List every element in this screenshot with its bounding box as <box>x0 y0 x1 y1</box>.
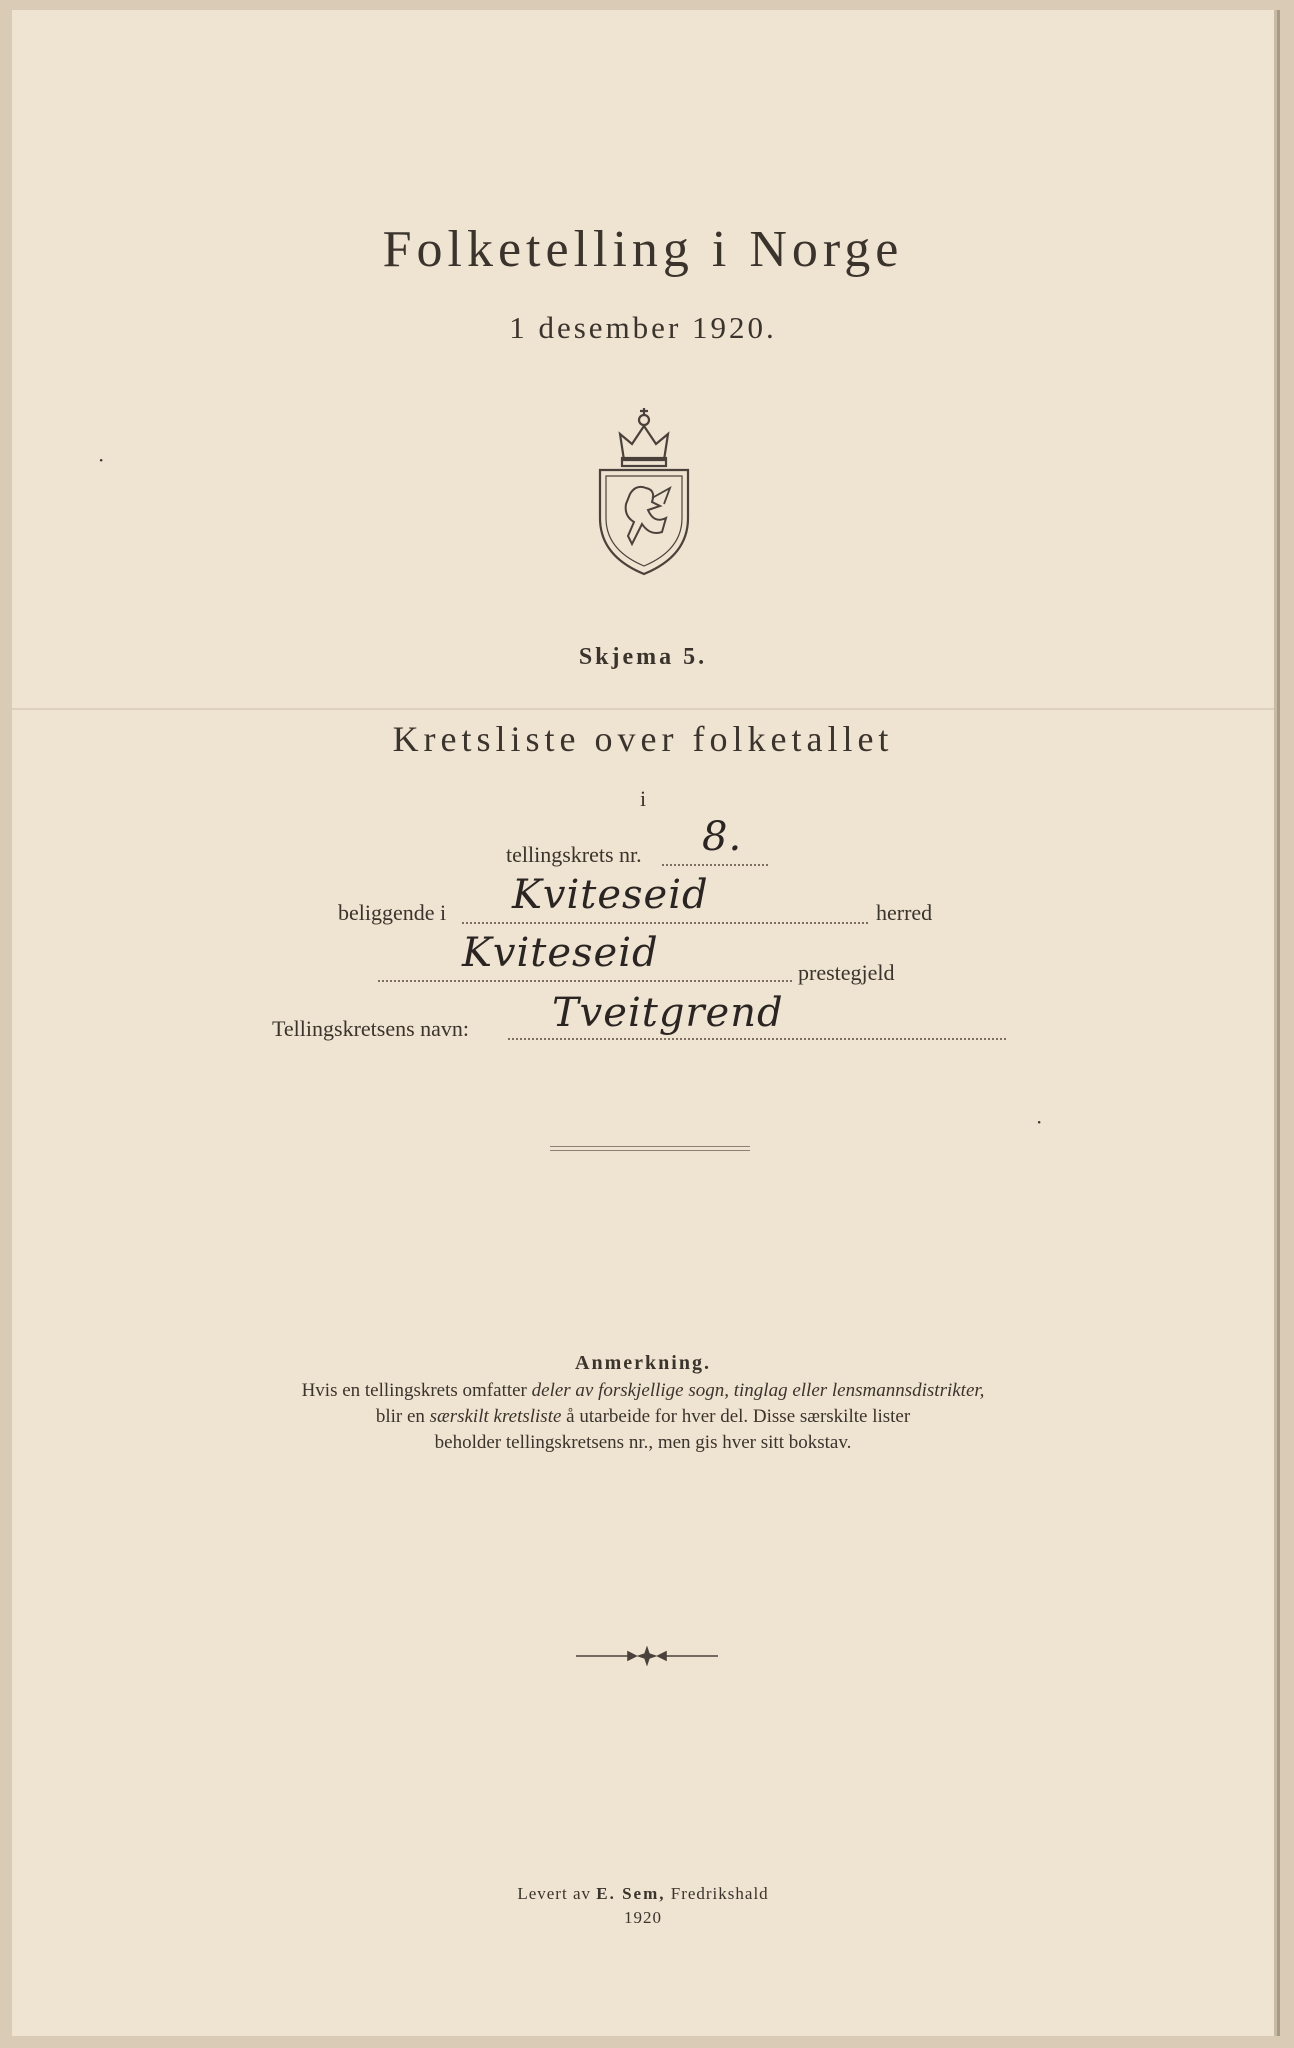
printer-prefix: Levert av <box>517 1884 597 1903</box>
note-line-1-emphasis: deler av forskjellige sogn, tinglag eller lensmannsdistrikter, <box>531 1380 985 1401</box>
norwegian-coat-of-arms-icon <box>590 398 698 578</box>
census-form-page <box>12 10 1277 2036</box>
parish-line <box>378 980 792 982</box>
note-line-2 <box>12 1404 1274 1430</box>
note-line-1 <box>12 1378 1274 1404</box>
page-title: Folketelling i Norge <box>382 221 904 278</box>
district-name-label: Tellingskretsens navn: <box>272 1016 470 1041</box>
list-title: Kretsliste over folketallet <box>392 719 894 759</box>
note-line-2-rest: å utarbeide for hver del. Disse særskilte lister <box>561 1406 911 1427</box>
printer-place: Fredrikshald <box>665 1884 769 1903</box>
ink-speck: · <box>98 448 105 472</box>
note-line-2-emphasis: særskilt kretsliste <box>429 1406 562 1427</box>
located-in-label: beliggende i <box>338 900 447 925</box>
district-number-line <box>662 864 768 866</box>
schema-label: Skjema 5. <box>578 644 708 670</box>
ink-speck: · <box>1036 1110 1043 1134</box>
municipality-suffix: herred <box>876 900 933 925</box>
note-line-1-text: Hvis en tellingskrets omfatter <box>301 1380 532 1401</box>
census-date: 1 desember 1920. <box>509 310 777 345</box>
paper-fold <box>12 708 1274 710</box>
printer-credit <box>12 1884 1274 1904</box>
note-heading: Anmerkning. <box>575 1352 711 1374</box>
district-number-value: 8. <box>702 814 743 860</box>
parish-suffix: prestegjeld <box>798 960 895 985</box>
municipality-line <box>462 922 868 924</box>
section-divider <box>550 1146 750 1151</box>
print-year: 1920 <box>624 1908 662 1927</box>
district-name-line <box>508 1038 1006 1040</box>
district-name-value: Tveitgrend <box>552 990 784 1036</box>
parish-value: Kviteseid <box>462 930 659 976</box>
district-number-label: tellingskrets nr. <box>506 842 642 867</box>
municipality-value: Kviteseid <box>512 872 709 918</box>
connector-word: i <box>639 786 647 811</box>
note-line-2-text: blir en <box>375 1406 430 1427</box>
ornament-divider-icon <box>572 1646 722 1666</box>
note-line-3: beholder tellingskretsens nr., men gis hver sitt bokstav. <box>434 1432 852 1453</box>
printer-name: E. Sem, <box>596 1884 666 1903</box>
